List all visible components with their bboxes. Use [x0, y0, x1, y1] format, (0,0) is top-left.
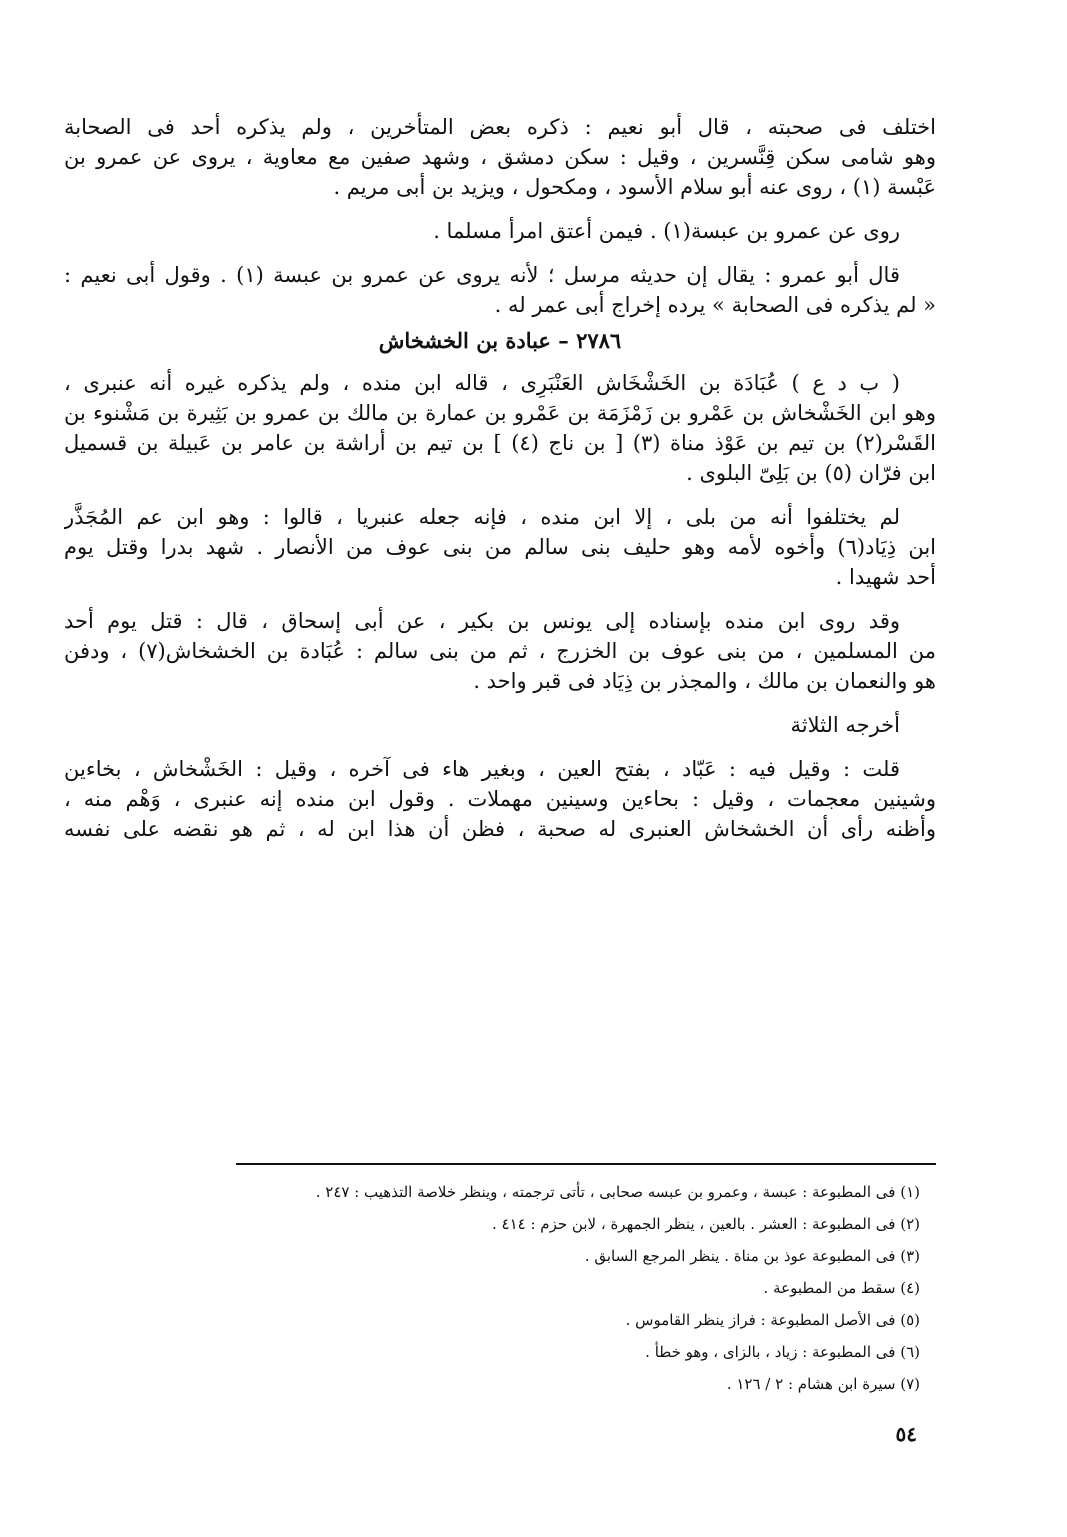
entry-heading: ٢٧٨٦ – عبادة بن الخشخاش — [378, 328, 622, 353]
text-line: وأظنه رأى أن الخشخاش العنبرى له صحبة ، فظن أن هذا ابن له ، ثم هو نقضه على نفسه — [64, 817, 936, 841]
footnote: (١) فى المطبوعة : عبسة ، وعمرو بن عبسه صحابى ، تأتى ترجمته ، وينظر خلاصة التذهيب : ٢٤٧ . — [315, 1183, 920, 1201]
text-line: وقد روى ابن منده بإسناده إلى يونس بن بكير ، عن أبى إسحاق ، قال : قتل يوم أحد — [64, 609, 900, 633]
footnote: (٦) فى المطبوعة : زياد ، بالزاى ، وهو خطأ . — [645, 1343, 920, 1361]
footnote: (٤) سقط من المطبوعة . — [763, 1279, 920, 1297]
page-number: ٥٤ — [895, 1422, 917, 1446]
text-line: أحد شهيدا . — [835, 565, 936, 589]
text-line: ( ب د ع ) عُبَادَة بن الخَشْخَاش العَنْبَرِى ، قاله ابن منده ، ولم يذكره غيره أنه عنبرى ، — [64, 371, 900, 395]
footnote-divider — [236, 1163, 936, 1165]
text-line: قال أبو عمرو : يقال إن حديثه مرسل ؛ لأنه يروى عن عمرو بن عبسة (١) . وقول أبى نعيم : — [64, 263, 900, 287]
text-line: ابن فرّان (٥) بن بَلِىّ البلوى . — [686, 461, 936, 485]
footnote: (٧) سيرة ابن هشام : ٢ / ١٢٦ . — [726, 1375, 920, 1393]
text-line: اختلف فى صحبته ، قال أبو نعيم : ذكره بعض المتأخرين ، ولم يذكره أحد فى الصحابة — [64, 115, 936, 139]
text-line: هو والنعمان بن مالك ، والمجذر بن ذِيَاد فى قبر واحد . — [473, 669, 936, 693]
text-line: القَسْر(٢) بن تيم بن عَوْذ مناة (٣) [ بن ناج (٤) ] بن تيم بن أراشة بن عامر بن عَبيلة بن قسميل — [64, 431, 936, 455]
text-line: روى عن عمرو بن عبسة(١) . فيمن أعتق امرأ مسلما . — [433, 219, 900, 243]
text-line: لم يختلفوا أنه من بلى ، إلا ابن منده ، فإنه جعله عنبريا ، قالوا : وهو ابن عم المُجَذَّر — [64, 505, 900, 529]
text-line: وهو شامى سكن قِنَّسرين ، وقيل : سكن دمشق ، وشهد صفين مع معاوية ، يروى عن عمرو بن — [64, 145, 936, 169]
footnote: (٢) فى المطبوعة : العشر . بالعين ، ينظر الجمهرة ، لابن حزم : ٤١٤ . — [492, 1215, 920, 1233]
footnote: (٣) فى المطبوعة عوذ بن مناة . ينظر المرجع السابق . — [584, 1247, 920, 1265]
text-line: من المسلمين ، من بنى عوف بن الخزرج ، ثم من بنى سالم : عُبَادة بن الخشخاش(٧) ، ودفن — [64, 639, 936, 663]
text-line: أخرجه الثلاثة — [790, 713, 900, 737]
text-line: ابن ذِيَاد(٦) وأخوه لأمه وهو حليف بنى سالم من بنى عوف من الأنصار . شهد بدرا وقتل يوم — [64, 535, 936, 559]
footnotes — [236, 1176, 936, 1400]
text-line: « لم يذكره فى الصحابة » يرده إخراج أبى عمر له . — [494, 293, 936, 317]
footnote: (٥) فى الأصل المطبوعة : فراز ينظر القاموس . — [625, 1311, 920, 1329]
text-line: وشينين معجمات ، وقيل : بحاءين وسينين مهملات . وقول ابن منده إنه عنبرى ، وَهْم منه ، — [64, 787, 936, 811]
text-line: وهو ابن الخَشْخاش بن عَمْرو بن زَمْزَمَة بن عَمْرو بن عمارة بن مالك بن عمرو بن بَثِيرة بن مَشْنوء بن — [64, 401, 936, 425]
text-line: قلت : وقيل فيه : عَبّاد ، بفتح العين ، وبغير هاء فى آخره ، وقيل : الخَشْخاش ، بخاءين — [64, 757, 900, 781]
text-line: عَبْسة (١) ، روى عنه أبو سلام الأسود ، ومكحول ، ويزيد بن أبى مريم . — [333, 175, 936, 199]
main-text — [64, 112, 936, 844]
